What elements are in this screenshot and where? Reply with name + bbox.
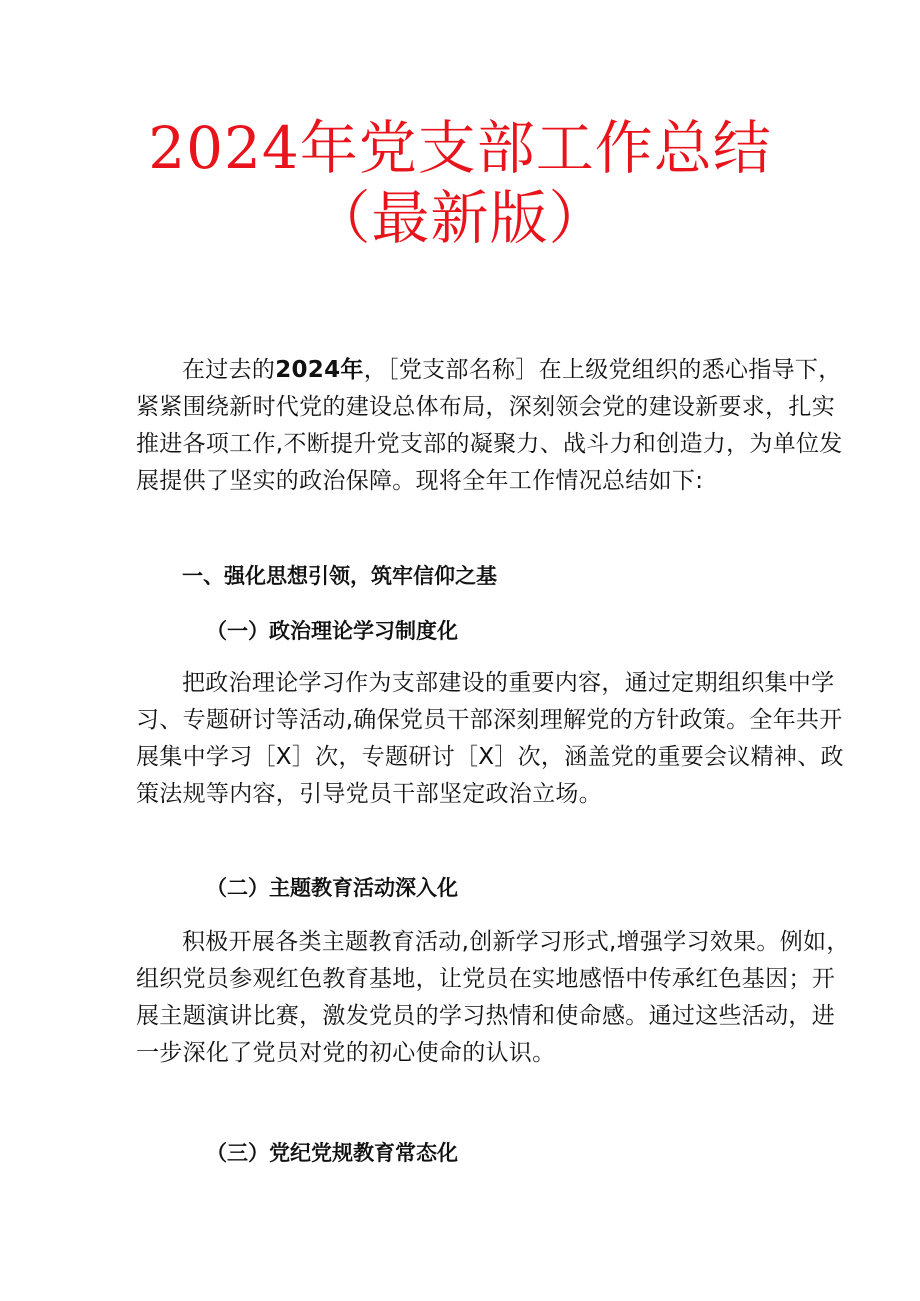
document-title: 2024年党支部工作总结: [148, 114, 772, 182]
intro-text-b: ，［党支部名称］在上级党组织的悉心指导下，: [363, 357, 842, 383]
sub2-line-3: 展主题演讲比赛，激发党员的学习热情和使命感。通过这些活动，进: [136, 1003, 835, 1029]
subsection-heading-2: （二）主题教育活动深入化: [206, 876, 458, 900]
sub1-line-1: 把政治理论学习作为支部建设的重要内容，通过定期组织集中学: [182, 670, 835, 696]
document-subtitle: （最新版）: [312, 184, 608, 252]
subsection-heading-1: （一）政治理论学习制度化: [206, 619, 458, 643]
intro-line-1: [136, 352, 842, 389]
intro-text-a: 在过去的: [182, 357, 276, 383]
intro-line-2: 紧紧围绕新时代党的建设总体布局，深刻领会党的建设新要求，扎实: [136, 394, 835, 420]
intro-year: 2024年: [275, 357, 364, 383]
sub2-line-1: 积极开展各类主题教育活动,创新学习形式,增强学习效果。例如，: [182, 929, 850, 955]
sub1-line-2: 习、专题研讨等活动,确保党员干部深刻理解党的方针政策。全年共开: [136, 707, 843, 733]
intro-line-4: 展提供了坚实的政治保障。现将全年工作情况总结如下:: [136, 468, 704, 494]
section-heading-1: 一、强化思想引领，筑牢信仰之基: [182, 564, 497, 588]
intro-paragraph: [136, 352, 843, 500]
subsection-heading-3: （三）党纪党规教育常态化: [206, 1141, 458, 1165]
subsection-2-paragraph: [136, 924, 850, 1072]
intro-line-3: 推进各项工作,不断提升党支部的凝聚力、战斗力和创造力，为单位发: [136, 431, 843, 457]
sub2-line-2: 组织党员参观红色教育基地，让党员在实地感悟中传承红色基因；开: [136, 966, 835, 992]
sub1-line-4: 策法规等内容，引导党员干部坚定政治立场。: [136, 781, 602, 807]
sub1-line-3: 展集中学习［X］次，专题研讨［X］次，涵盖党的重要会议精神、政: [136, 744, 844, 770]
subsection-1-paragraph: [136, 665, 844, 813]
sub2-line-4: 一步深化了党员对党的初心使命的认识。: [136, 1040, 556, 1066]
